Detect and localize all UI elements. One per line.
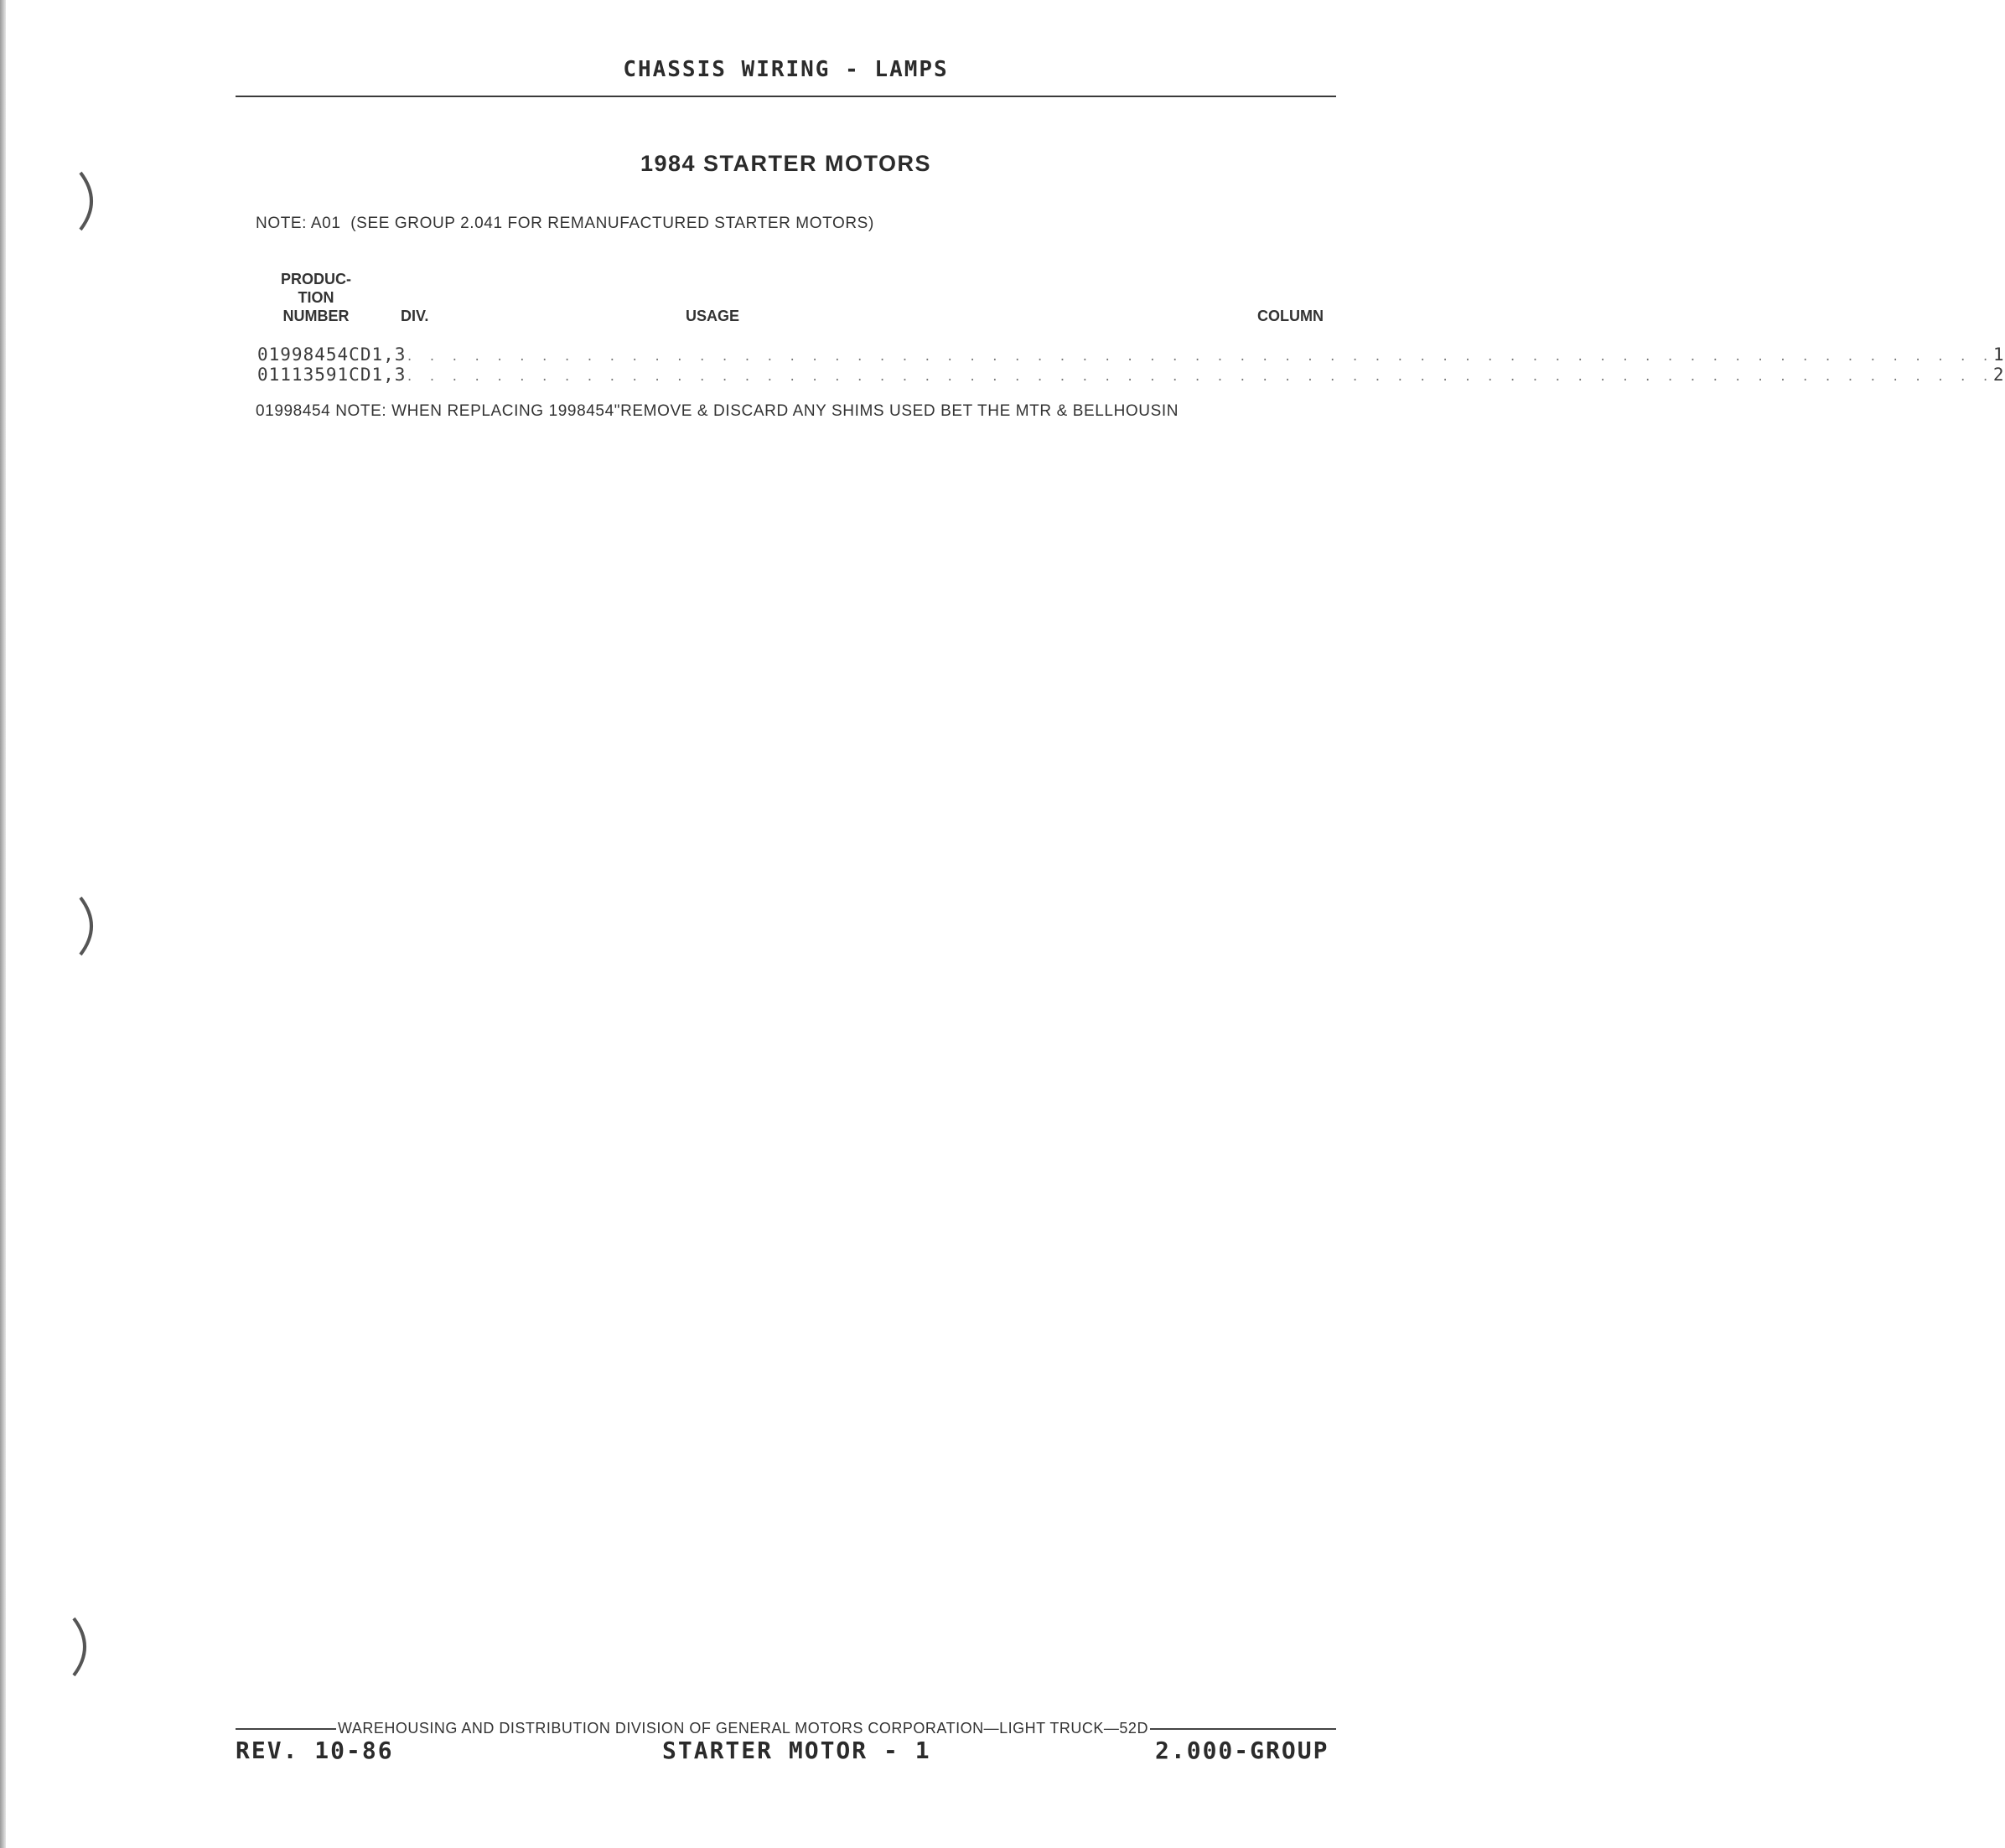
header-usage: USAGE [686,308,740,324]
division: C [349,344,360,365]
dot-leader: . . . . . . . . . . . . . . . . . . . . . . . . . . . . . . . . . . . . . . . . . . . . . . . . . . . . . . . . . . . . . . . . . . . . . . . [406,350,1993,364]
binder-hole-bottom [67,1613,101,1680]
footer-page-title: STARTER MOTOR - 1 [662,1737,931,1764]
usage: D1,3 [360,344,407,365]
binder-hole-middle [74,893,107,960]
footer-rule-left [236,1728,336,1730]
header-rule [236,96,1336,97]
header-production-line2: TION [298,289,334,306]
parts-table [257,344,2005,385]
footer-division-text: WAREHOUSING AND DISTRIBUTION DIVISION OF GENERAL MOTORS CORPORATION—LIGHT TRUCK—52D [338,1720,1148,1737]
division: C [349,365,360,385]
footer-revision: REV. 10-86 [236,1737,394,1764]
usage: D1,3 [360,365,407,385]
table-row [257,365,2005,385]
footer-group: 2.000-GROUP [1155,1737,1329,1764]
header-production-number [270,270,362,325]
table-row [257,344,2005,365]
header-production-line1: PRODUC- [281,271,351,287]
dot-leader: . . . . . . . . . . . . . . . . . . . . . . . . . . . . . . . . . . . . . . . . . . . . . . . . . . . . . . . . . . . . . . . . . . . . . . . [406,370,1993,384]
production-number: 01998454 [257,344,350,365]
section-title: 1984 STARTER MOTORS [640,151,932,176]
column-number: 2 [1992,365,2005,385]
binder-hole-top [74,168,107,235]
header-div: DIV. [401,308,429,324]
footnote-text: 01998454 NOTE: WHEN REPLACING 1998454"REMOVE & DISCARD ANY SHIMS USED BET THE MTR & BELLHOUSIN [256,402,1179,420]
header-production-line3: NUMBER [282,308,350,324]
note-text: NOTE: A01 (SEE GROUP 2.041 FOR REMANUFACTURED STARTER MOTORS) [256,215,874,232]
header-column: COLUMN [1257,308,1324,324]
page-header: CHASSIS WIRING - LAMPS [623,57,949,82]
footer-division-line [236,1720,1336,1737]
column-number: 1 [1992,344,2005,365]
footer-rule-right [1150,1728,1336,1730]
page-left-edge [0,0,6,1848]
production-number: 01113591 [257,365,350,385]
